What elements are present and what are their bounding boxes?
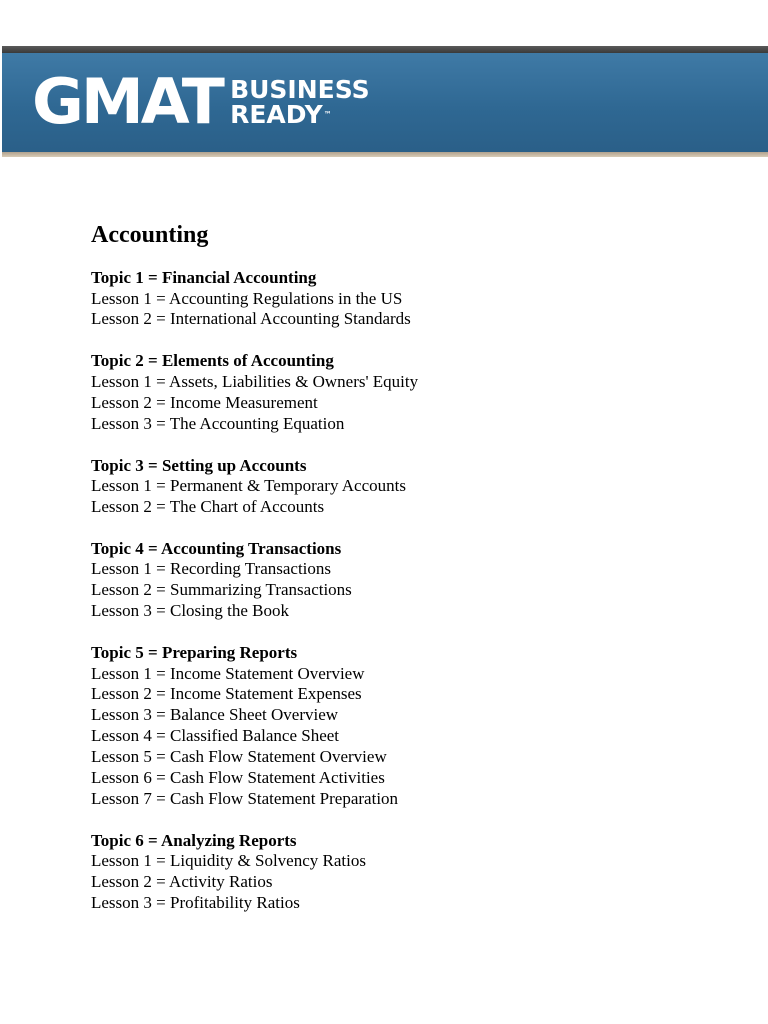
logo-gmat-text: GMAT: [32, 65, 222, 138]
lesson-item: Lesson 1 = Permanent & Temporary Accounts: [91, 476, 406, 496]
topic-section: [91, 539, 711, 622]
topic-section: [91, 643, 711, 810]
lesson-item: Lesson 2 = Income Statement Expenses: [91, 684, 362, 704]
logo-business-text: BUSINESS: [230, 75, 370, 104]
topic-heading: Topic 6 = Analyzing Reports: [91, 830, 297, 850]
lesson-item: Lesson 2 = International Accounting Standards: [91, 309, 411, 329]
logo-ready-text: READY: [230, 100, 323, 129]
lesson-item: Lesson 1 = Liquidity & Solvency Ratios: [91, 851, 366, 871]
topic-heading: Topic 5 = Preparing Reports: [91, 643, 298, 663]
lesson-item: Lesson 2 = Summarizing Transactions: [91, 580, 352, 600]
document-content: [91, 220, 711, 935]
topic-heading: Topic 3 = Setting up Accounts: [91, 455, 307, 475]
lesson-item: Lesson 2 = Income Measurement: [91, 392, 318, 412]
header-bottom-rule: [2, 152, 768, 157]
topic-section: [91, 268, 711, 330]
lesson-item: Lesson 3 = The Accounting Equation: [91, 413, 345, 433]
lesson-item: Lesson 2 = The Chart of Accounts: [91, 496, 325, 516]
logo-tagline: [230, 77, 370, 127]
header-top-rule: [2, 46, 768, 53]
topic-heading: Topic 2 = Elements of Accounting: [91, 351, 334, 371]
lesson-item: Lesson 2 = Activity Ratios: [91, 872, 273, 892]
lesson-item: Lesson 7 = Cash Flow Statement Preparation: [91, 789, 399, 808]
lesson-item: Lesson 4 = Classified Balance Sheet: [91, 726, 340, 746]
document-title: Accounting: [91, 222, 209, 248]
gmat-business-ready-logo: [32, 65, 370, 138]
lesson-item: Lesson 1 = Accounting Regulations in the US: [91, 288, 403, 308]
lesson-item: Lesson 3 = Profitability Ratios: [91, 893, 300, 913]
lesson-item: Lesson 1 = Income Statement Overview: [91, 663, 365, 683]
topic-section: [91, 351, 711, 434]
topic-heading: Topic 1 = Financial Accounting: [91, 268, 317, 287]
lesson-item: Lesson 1 = Assets, Liabilities & Owners' Equity: [91, 371, 419, 391]
topic-heading: Topic 4 = Accounting Transactions: [91, 538, 342, 558]
lesson-item: Lesson 3 = Balance Sheet Overview: [91, 705, 339, 725]
topic-section: [91, 831, 711, 914]
lesson-item: Lesson 5 = Cash Flow Statement Overview: [91, 747, 387, 767]
topic-section: [91, 456, 711, 518]
lesson-item: Lesson 1 = Recording Transactions: [91, 559, 332, 579]
lesson-item: Lesson 6 = Cash Flow Statement Activities: [91, 768, 385, 788]
logo-trademark: ™: [323, 110, 332, 119]
lesson-item: Lesson 3 = Closing the Book: [91, 601, 290, 621]
logo-ready-line: [230, 102, 370, 127]
